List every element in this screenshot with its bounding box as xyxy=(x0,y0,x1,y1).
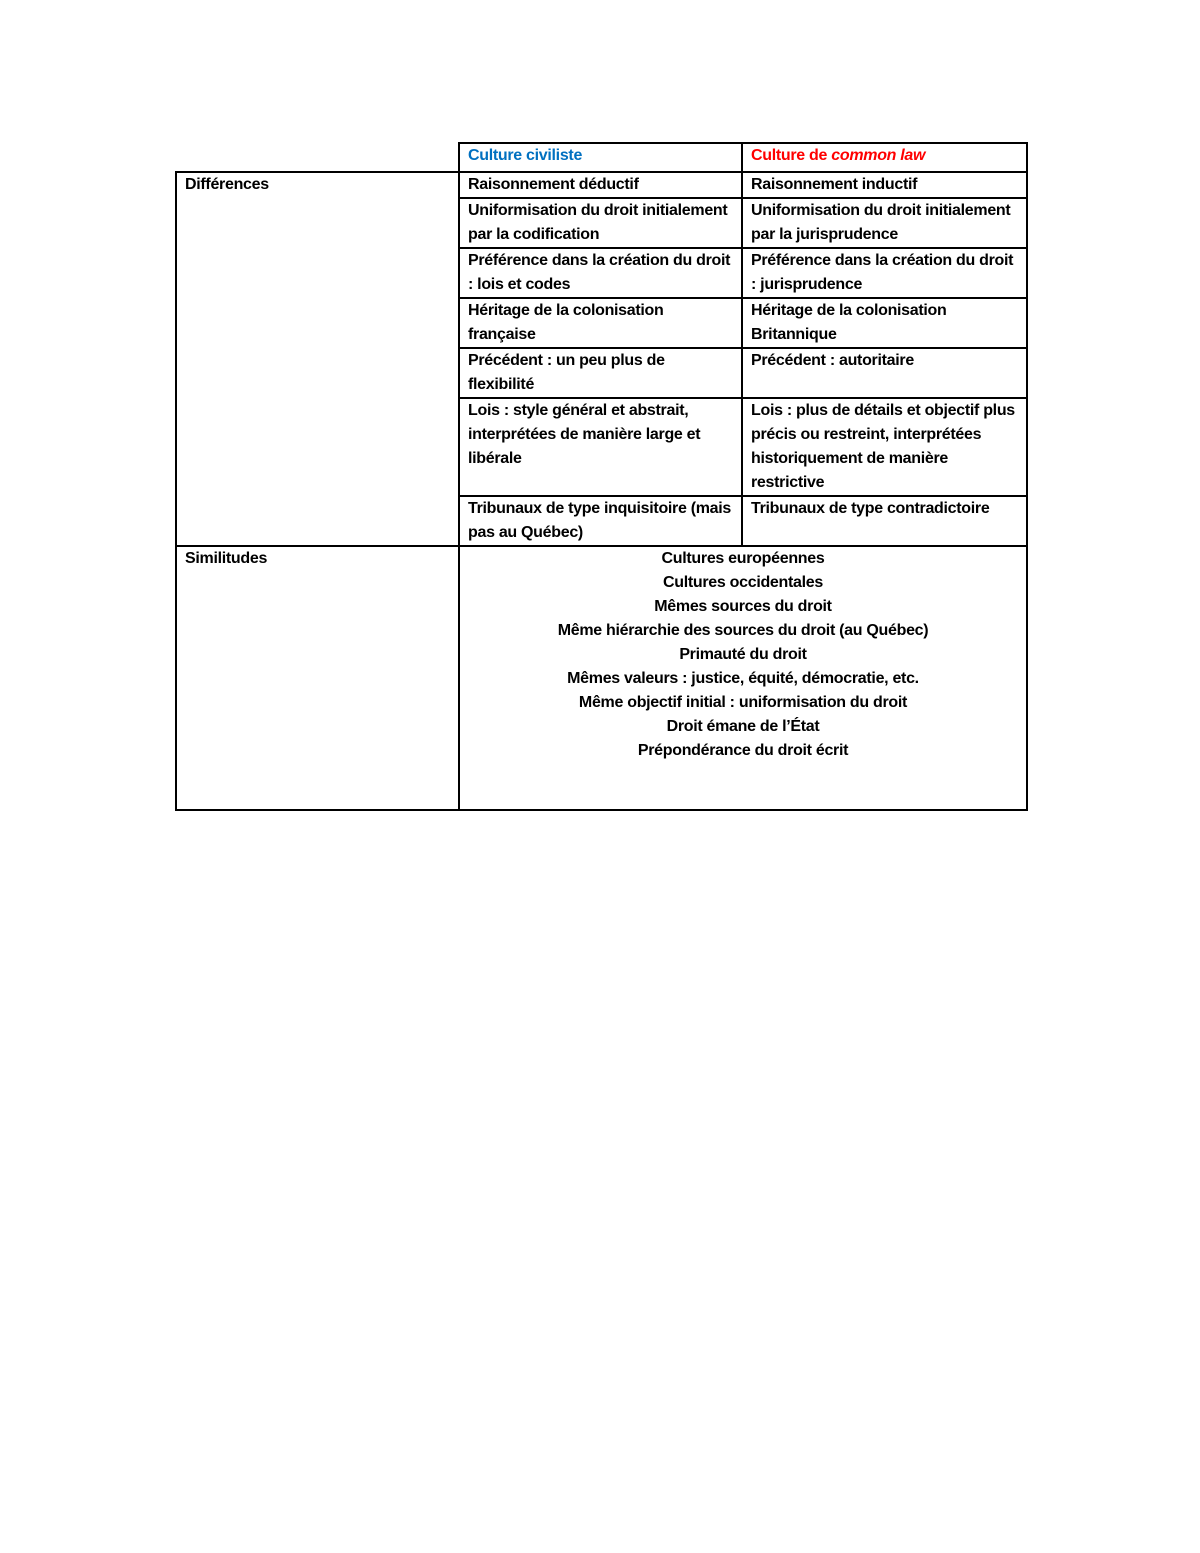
similitude-item: Mêmes sources du droit xyxy=(654,598,832,615)
differences-label: Différences xyxy=(176,172,459,546)
civiliste-cell: Lois : style général et abstrait, interprétées de manière large et libérale xyxy=(459,398,742,496)
similitudes-row xyxy=(176,546,1027,810)
similitude-item: Primauté du droit xyxy=(679,646,807,663)
civiliste-cell: Héritage de la colonisation française xyxy=(459,298,742,348)
similitude-item: Prépondérance du droit écrit xyxy=(637,742,849,759)
table-row xyxy=(176,172,1027,198)
common-law-cell: Raisonnement inductif xyxy=(742,172,1027,198)
similitude-item: Cultures européennes xyxy=(661,550,825,567)
civiliste-cell: Préférence dans la création du droit : lois et codes xyxy=(459,248,742,298)
civiliste-cell: Précédent : un peu plus de flexibilité xyxy=(459,348,742,398)
similitudes-label: Similitudes xyxy=(176,546,459,810)
empty-corner-cell xyxy=(176,143,459,172)
common-law-cell: Lois : plus de détails et objectif plus précis ou restreint, interprétées historiquement de manière restrictive xyxy=(742,398,1027,496)
similitude-item: Droit émane de l’État xyxy=(666,718,820,735)
common-law-cell: Héritage de la colonisation Britannique xyxy=(742,298,1027,348)
header-civiliste: Culture civiliste xyxy=(459,143,742,172)
civiliste-cell: Tribunaux de type inquisitoire (mais pas au Québec) xyxy=(459,496,742,546)
civiliste-cell: Raisonnement déductif xyxy=(459,172,742,198)
common-law-cell: Précédent : autoritaire xyxy=(742,348,1027,398)
comparison-table xyxy=(175,142,1028,811)
similitude-item: Mêmes valeurs : justice, équité, démocratie, etc. xyxy=(567,670,919,687)
similitude-item: Même objectif initial : uniformisation du droit xyxy=(578,694,908,711)
header-row xyxy=(176,143,1027,172)
civiliste-cell: Uniformisation du droit initialement par la codification xyxy=(459,198,742,248)
similitude-item: Même hiérarchie des sources du droit (au Québec) xyxy=(557,622,929,639)
similitudes-cell xyxy=(459,546,1027,810)
common-law-cell: Tribunaux de type contradictoire xyxy=(742,496,1027,546)
similitude-item: Cultures occidentales xyxy=(663,574,823,591)
header-common-law xyxy=(742,143,1027,172)
header-common-law-prefix: Culture de xyxy=(751,147,832,164)
common-law-cell: Uniformisation du droit initialement par la jurisprudence xyxy=(742,198,1027,248)
common-law-cell: Préférence dans la création du droit : jurisprudence xyxy=(742,248,1027,298)
header-common-law-emph: common law xyxy=(831,147,926,164)
